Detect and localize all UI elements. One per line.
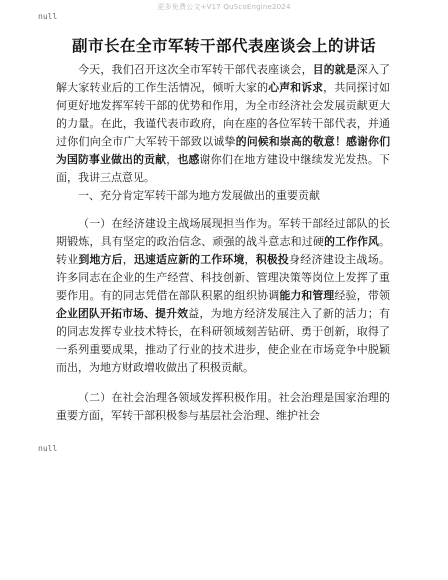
null-marker-top: null — [38, 12, 58, 21]
intro-text-4: ， — [166, 153, 178, 166]
para1-text-5: 身经济建设主战场。许多同志在企业的生产经营、科技创新、管理决策等岗位上发挥了重要作用。有的同志凭借在部队积累的组织协调 — [56, 253, 391, 302]
para1-text-1: （一）在经济建设主战场展现担当作为。军转干部经过部队的长期锻炼，具有坚定的政治信念、顽强的战斗意志和过硬 — [56, 217, 390, 248]
document-body — [56, 61, 390, 425]
para1-text-7: 益，为地方经济发展注入了新的活力；有的同志发挥专业技术特长，在科研领域刻苦钻研、勇于创新，取得了一系列重要成果，推动了行业的技术进步，使企业在市场竞争中脱颖而出，为地方财政增收做出了积极贡献。 — [56, 307, 391, 374]
intro-text-2: 深入了解大家转业后的工作生活情况，倾听大家的 — [56, 63, 391, 94]
para1-bold-4: 积极投 — [255, 253, 289, 266]
intro-bold-1: 目的就是 — [312, 63, 357, 76]
intro-bold-2: 心声和诉求 — [268, 81, 324, 94]
para1-text-4: ， — [244, 253, 256, 266]
para1-text-2: 。转业 — [56, 235, 391, 266]
header-watermark: 更多免费公文+V17 QuScoEngine2024 — [157, 3, 291, 11]
intro-text-3: ，共同探讨如何更好地发挥军转干部的优势和作用，为全市经济社会发展贡献更大的力量。在此，我谨代表市政府，向在座的各位军转干部代表，并通过你们向全市广大军转干部致以诚挚 — [56, 81, 391, 148]
section-1-heading: 一、充分肯定军转干部为地方发展做出的重要贡献 — [78, 189, 320, 202]
intro-text-1: 今天，我们召开这次全市军转干部代表座谈会， — [78, 63, 313, 76]
intro-bold-3: 的问候和崇高的敬意！感谢你们为国防事业做出的贡献 — [56, 135, 391, 166]
document-title: 副市长在全市军转干部代表座谈会上的讲话 — [71, 37, 376, 55]
para1-bold-3: 迅速适应新的工作环境 — [134, 253, 245, 266]
paragraph-2: （二）在社会治理各领域发挥积极作用。社会治理是国家治理的重要方面，军转干部积极参与基层社会治理、维护社会 — [56, 391, 390, 422]
intro-bold-4: 也感 — [177, 153, 200, 166]
para1-bold-2: 到地方后 — [78, 253, 123, 266]
intro-text-5: 谢你们在地方建设中继续发光发热。下面，我讲三点意见。 — [56, 153, 391, 184]
para1-text-6: 经验，带领 — [334, 289, 391, 302]
paragraph-1 — [56, 215, 390, 377]
para1-bold-6: 企业团队开拓市场、提升效 — [56, 307, 189, 320]
para1-bold-5: 能力和管理 — [279, 289, 335, 302]
para1-bold-1: 的工作作风 — [324, 235, 380, 248]
para1-text-3: ， — [122, 253, 134, 266]
null-marker-bottom: null — [38, 444, 58, 453]
intro-paragraph — [56, 61, 390, 187]
